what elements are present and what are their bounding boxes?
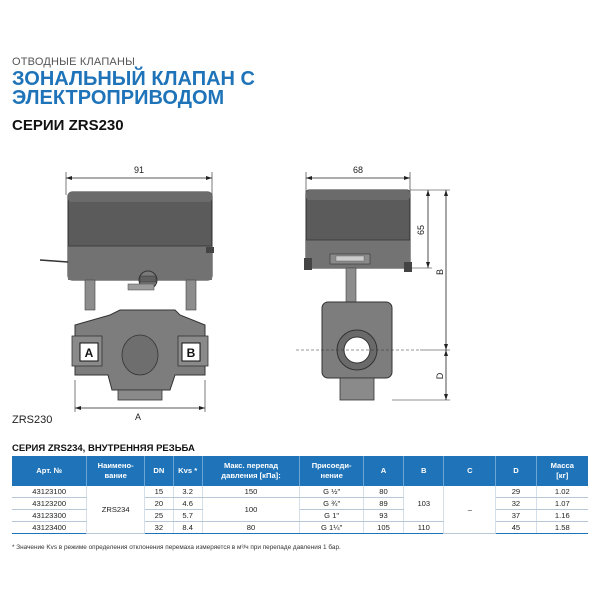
cell-a: 93 — [363, 510, 403, 522]
technical-drawings — [0, 150, 600, 435]
cell-mass: 1.02 — [536, 486, 588, 498]
footnote: * Значение Kvs в режиме определения отклонения перемаха измеряется в м³/ч при перепаде давления 1 бар. — [12, 544, 341, 551]
col-kvs: Kvs * — [173, 456, 202, 486]
col-mass — [536, 456, 588, 486]
cell-a: 105 — [363, 522, 403, 534]
cell-kvs: 5.7 — [173, 510, 202, 522]
cell-d: 45 — [496, 522, 536, 534]
cell-conn: G ½" — [300, 486, 363, 498]
front-view — [40, 165, 214, 422]
series-title: СЕРИИ ZRS230 — [12, 117, 124, 134]
col-mass-l1: Масса — [550, 461, 574, 470]
dim-91-front: 91 — [133, 165, 145, 175]
cell-kvs: 4.6 — [173, 498, 202, 510]
cell-name: ZRS234 — [87, 486, 145, 534]
cell-art: 43123400 — [12, 522, 87, 534]
cell-dp: 100 — [202, 498, 300, 522]
dim-d-side: D — [435, 372, 445, 380]
cell-art: 43123200 — [12, 498, 87, 510]
col-dn: DN — [144, 456, 173, 486]
col-d: D — [496, 456, 536, 486]
cell-mass: 1.16 — [536, 510, 588, 522]
col-b: B — [404, 456, 444, 486]
dim-a-front: A — [134, 412, 142, 422]
port-b-label: B — [186, 346, 196, 360]
cell-art: 43123100 — [12, 486, 87, 498]
table-header-row — [12, 456, 588, 486]
cell-d: 37 — [496, 510, 536, 522]
col-conn-l2: нение — [320, 471, 343, 480]
cell-a: 89 — [363, 498, 403, 510]
cell-a: 80 — [363, 486, 403, 498]
port-a-label: A — [84, 346, 94, 360]
category-label: ОТВОДНЫЕ КЛАПАНЫ — [12, 56, 136, 68]
cell-art: 43123300 — [12, 510, 87, 522]
cell-c: – — [444, 486, 496, 534]
col-art: Арт. № — [12, 456, 87, 486]
cell-mass: 1.58 — [536, 522, 588, 534]
title-line-2: ЭЛЕКТРОПРИВОДОМ — [12, 87, 225, 109]
col-dp-l1: Макс. перепад — [223, 461, 279, 470]
cell-mass: 1.07 — [536, 498, 588, 510]
cell-dp: 80 — [202, 522, 300, 534]
col-name-l1: Наимено- — [97, 461, 134, 470]
table-row — [12, 486, 588, 498]
dim-b-side: B — [435, 268, 445, 276]
col-conn-l1: Присоеди- — [311, 461, 352, 470]
col-name — [87, 456, 145, 486]
cell-dn: 32 — [144, 522, 173, 534]
col-conn — [300, 456, 363, 486]
cell-kvs: 8.4 — [173, 522, 202, 534]
page-title — [12, 70, 255, 108]
cell-dn: 20 — [144, 498, 173, 510]
cell-b: 110 — [404, 522, 444, 534]
col-name-l2: вание — [104, 471, 127, 480]
cell-dn: 15 — [144, 486, 173, 498]
cell-conn: G ¾" — [300, 498, 363, 510]
cell-kvs: 3.2 — [173, 486, 202, 498]
cell-conn: G 1¼" — [300, 522, 363, 534]
model-label: ZRS230 — [12, 414, 53, 426]
cell-d: 32 — [496, 498, 536, 510]
cell-dp: 150 — [202, 486, 300, 498]
col-a: A — [363, 456, 403, 486]
col-mass-l2: [кг] — [556, 471, 569, 480]
side-view — [296, 165, 450, 400]
title-line-1: ЗОНАЛЬНЫЙ КЛАПАН С — [12, 68, 255, 90]
col-dp — [202, 456, 300, 486]
cell-d: 29 — [496, 486, 536, 498]
col-dp-l2: давления [кПа]: — [221, 471, 281, 480]
cell-conn: G 1" — [300, 510, 363, 522]
cell-dn: 25 — [144, 510, 173, 522]
col-c: C — [444, 456, 496, 486]
dim-68-side: 68 — [352, 165, 364, 175]
cell-b: 103 — [404, 486, 444, 522]
spec-table — [12, 456, 588, 534]
dim-65-side: 65 — [416, 224, 426, 236]
table-heading: СЕРИЯ ZRS234, ВНУТРЕННЯЯ РЕЗЬБА — [12, 443, 195, 454]
